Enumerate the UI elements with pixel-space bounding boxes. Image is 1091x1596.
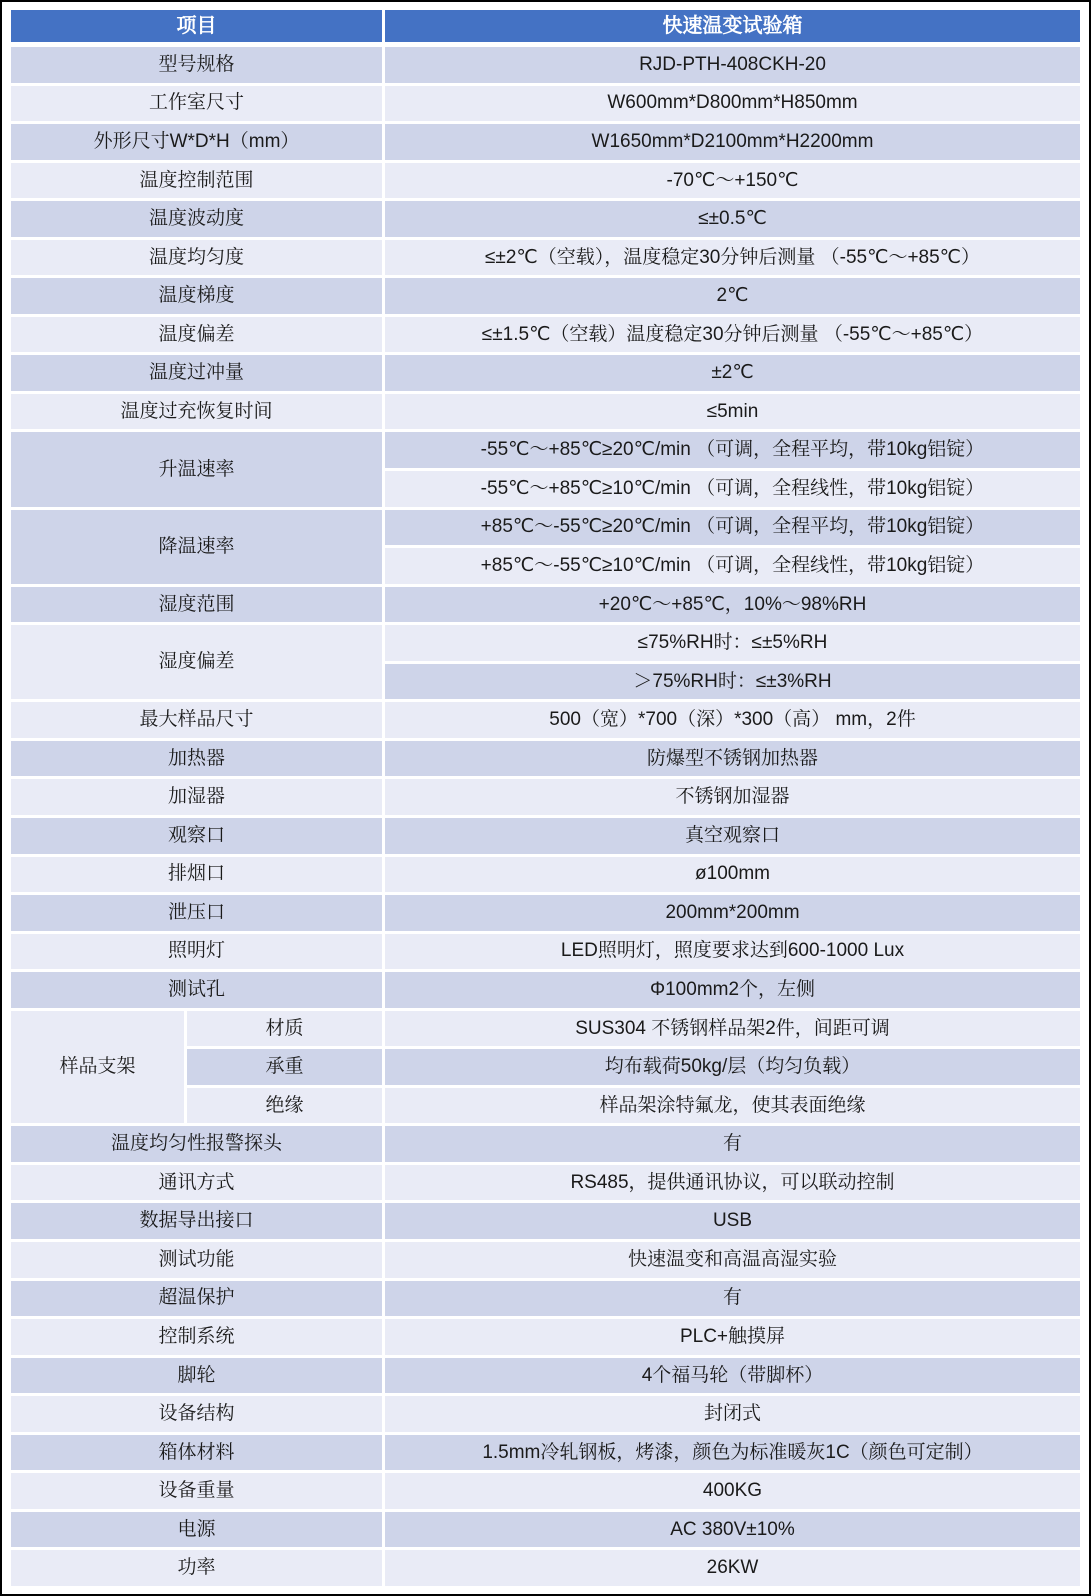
label-structure: 设备结构 bbox=[10, 1395, 384, 1434]
row-exterior-size bbox=[10, 123, 1082, 162]
label-viewport: 观察口 bbox=[10, 816, 384, 855]
spec-table bbox=[8, 7, 1083, 1589]
label-test-hole: 测试孔 bbox=[10, 971, 384, 1010]
row-overtemp-protect bbox=[10, 1279, 1082, 1318]
value-temp-fluctuation: ≤±0.5℃ bbox=[384, 200, 1082, 239]
row-uniformity-alarm bbox=[10, 1125, 1082, 1164]
row-temp-overshoot bbox=[10, 354, 1082, 393]
row-model-spec bbox=[10, 45, 1082, 85]
value-test-hole: Φ100mm2个，左侧 bbox=[384, 971, 1082, 1010]
value-data-export: USB bbox=[384, 1202, 1082, 1241]
label-exterior-size: 外形尺寸W*D*H（mm） bbox=[10, 123, 384, 162]
row-heater bbox=[10, 739, 1082, 778]
row-smoke-vent bbox=[10, 855, 1082, 894]
row-max-sample-size bbox=[10, 701, 1082, 740]
sublabel-sample-rack-load: 承重 bbox=[186, 1048, 384, 1087]
row-communication bbox=[10, 1163, 1082, 1202]
value-weight: 400KG bbox=[384, 1472, 1082, 1511]
value-structure: 封闭式 bbox=[384, 1395, 1082, 1434]
value-temp-deviation: ≤±1.5℃（空载）温度稳定30分钟后测量 （-55℃～+85℃） bbox=[384, 315, 1082, 354]
value-heating-rate-linear: -55℃～+85℃≥10℃/min （可调，全程线性，带10kg铝锭） bbox=[384, 470, 1082, 509]
value-sample-rack-insulation: 样品架涂特氟龙，使其表面绝缘 bbox=[384, 1086, 1082, 1125]
value-temp-range: -70℃～+150℃ bbox=[384, 161, 1082, 200]
row-temp-fluctuation bbox=[10, 200, 1082, 239]
value-casters: 4个福马轮（带脚杯） bbox=[384, 1356, 1082, 1395]
row-overshoot-recovery bbox=[10, 392, 1082, 431]
header-item-column: 项目 bbox=[10, 9, 384, 45]
value-power: 26KW bbox=[384, 1549, 1082, 1588]
value-work-chamber: W600mm*D800mm*H850mm bbox=[384, 84, 1082, 123]
label-overshoot-recovery: 温度过充恢复时间 bbox=[10, 392, 384, 431]
row-humidity-range bbox=[10, 585, 1082, 624]
value-sample-rack-material: SUS304 不锈钢样品架2件，间距可调 bbox=[384, 1009, 1082, 1048]
label-humidifier: 加湿器 bbox=[10, 778, 384, 817]
row-test-function bbox=[10, 1240, 1082, 1279]
row-heating-rate-avg bbox=[10, 431, 1082, 470]
value-sample-rack-load: 均布载荷50kg/层（均匀负载） bbox=[384, 1048, 1082, 1087]
label-temp-deviation: 温度偏差 bbox=[10, 315, 384, 354]
value-communication: RS485，提供通讯协议，可以联动控制 bbox=[384, 1163, 1082, 1202]
header-row bbox=[10, 9, 1082, 45]
header-product-column: 快速温变试验箱 bbox=[384, 9, 1082, 45]
row-structure bbox=[10, 1395, 1082, 1434]
row-casters bbox=[10, 1356, 1082, 1395]
value-humidifier: 不锈钢加湿器 bbox=[384, 778, 1082, 817]
label-casters: 脚轮 bbox=[10, 1356, 384, 1395]
label-model-spec: 型号规格 bbox=[10, 45, 384, 85]
label-power: 功率 bbox=[10, 1549, 384, 1588]
row-cooling-rate-avg bbox=[10, 508, 1082, 547]
value-test-function: 快速温变和高温高湿实验 bbox=[384, 1240, 1082, 1279]
value-cooling-rate-linear: +85℃～-55℃≥10℃/min （可调，全程线性，带10kg铝锭） bbox=[384, 547, 1082, 586]
value-model-spec: RJD-PTH-408CKH-20 bbox=[384, 45, 1082, 85]
value-humidity-deviation-low: ≤75%RH时：≤±5%RH bbox=[384, 624, 1082, 663]
label-data-export: 数据导出接口 bbox=[10, 1202, 384, 1241]
row-weight bbox=[10, 1472, 1082, 1511]
value-overtemp-protect: 有 bbox=[384, 1279, 1082, 1318]
row-temp-gradient bbox=[10, 277, 1082, 316]
label-temp-uniformity: 温度均匀度 bbox=[10, 238, 384, 277]
label-cabinet-material: 箱体材料 bbox=[10, 1433, 384, 1472]
value-power-supply: AC 380V±10% bbox=[384, 1510, 1082, 1549]
row-data-export bbox=[10, 1202, 1082, 1241]
row-temp-range bbox=[10, 161, 1082, 200]
label-temp-overshoot: 温度过冲量 bbox=[10, 354, 384, 393]
label-power-supply: 电源 bbox=[10, 1510, 384, 1549]
row-work-chamber bbox=[10, 84, 1082, 123]
row-temp-uniformity bbox=[10, 238, 1082, 277]
value-temp-gradient: 2℃ bbox=[384, 277, 1082, 316]
label-test-function: 测试功能 bbox=[10, 1240, 384, 1279]
value-exterior-size: W1650mm*D2100mm*H2200mm bbox=[384, 123, 1082, 162]
row-power bbox=[10, 1549, 1082, 1588]
label-uniformity-alarm: 温度均匀性报警探头 bbox=[10, 1125, 384, 1164]
label-sample-rack: 样品支架 bbox=[10, 1009, 186, 1125]
label-pressure-relief: 泄压口 bbox=[10, 894, 384, 933]
value-pressure-relief: 200mm*200mm bbox=[384, 894, 1082, 933]
label-max-sample-size: 最大样品尺寸 bbox=[10, 701, 384, 740]
row-viewport bbox=[10, 816, 1082, 855]
row-test-hole bbox=[10, 971, 1082, 1010]
value-temp-overshoot: ±2℃ bbox=[384, 354, 1082, 393]
value-lighting: LED照明灯，照度要求达到600-1000 Lux bbox=[384, 932, 1082, 971]
value-humidity-range: +20℃～+85℃，10%～98%RH bbox=[384, 585, 1082, 624]
value-cooling-rate-avg: +85℃～-55℃≥20℃/min （可调，全程平均，带10kg铝锭） bbox=[384, 508, 1082, 547]
row-power-supply bbox=[10, 1510, 1082, 1549]
sublabel-sample-rack-material: 材质 bbox=[186, 1009, 384, 1048]
value-viewport: 真空观察口 bbox=[384, 816, 1082, 855]
value-max-sample-size: 500（宽）*700（深）*300（高） mm，2件 bbox=[384, 701, 1082, 740]
row-pressure-relief bbox=[10, 894, 1082, 933]
value-heating-rate-avg: -55℃～+85℃≥20℃/min （可调，全程平均，带10kg铝锭） bbox=[384, 431, 1082, 470]
value-smoke-vent: ø100mm bbox=[384, 855, 1082, 894]
label-humidity-deviation: 湿度偏差 bbox=[10, 624, 384, 701]
row-humidifier bbox=[10, 778, 1082, 817]
row-sample-rack-material bbox=[10, 1009, 1082, 1048]
value-humidity-deviation-high: ＞75%RH时：≤±3%RH bbox=[384, 662, 1082, 701]
value-uniformity-alarm: 有 bbox=[384, 1125, 1082, 1164]
value-overshoot-recovery: ≤5min bbox=[384, 392, 1082, 431]
label-heating-rate: 升温速率 bbox=[10, 431, 384, 508]
label-overtemp-protect: 超温保护 bbox=[10, 1279, 384, 1318]
label-work-chamber: 工作室尺寸 bbox=[10, 84, 384, 123]
label-temp-gradient: 温度梯度 bbox=[10, 277, 384, 316]
label-temp-range: 温度控制范围 bbox=[10, 161, 384, 200]
label-cooling-rate: 降温速率 bbox=[10, 508, 384, 585]
label-lighting: 照明灯 bbox=[10, 932, 384, 971]
value-control-system: PLC+触摸屏 bbox=[384, 1318, 1082, 1357]
value-cabinet-material: 1.5mm冷轧钢板，烤漆，颜色为标准暖灰1C（颜色可定制） bbox=[384, 1433, 1082, 1472]
value-heater: 防爆型不锈钢加热器 bbox=[384, 739, 1082, 778]
label-communication: 通讯方式 bbox=[10, 1163, 384, 1202]
row-cabinet-material bbox=[10, 1433, 1082, 1472]
value-temp-uniformity: ≤±2℃（空载），温度稳定30分钟后测量 （-55℃～+85℃） bbox=[384, 238, 1082, 277]
label-weight: 设备重量 bbox=[10, 1472, 384, 1511]
row-temp-deviation bbox=[10, 315, 1082, 354]
label-temp-fluctuation: 温度波动度 bbox=[10, 200, 384, 239]
label-humidity-range: 湿度范围 bbox=[10, 585, 384, 624]
row-control-system bbox=[10, 1318, 1082, 1357]
label-control-system: 控制系统 bbox=[10, 1318, 384, 1357]
label-smoke-vent: 排烟口 bbox=[10, 855, 384, 894]
row-humidity-deviation-low bbox=[10, 624, 1082, 663]
label-heater: 加热器 bbox=[10, 739, 384, 778]
sublabel-sample-rack-insulation: 绝缘 bbox=[186, 1086, 384, 1125]
row-lighting bbox=[10, 932, 1082, 971]
